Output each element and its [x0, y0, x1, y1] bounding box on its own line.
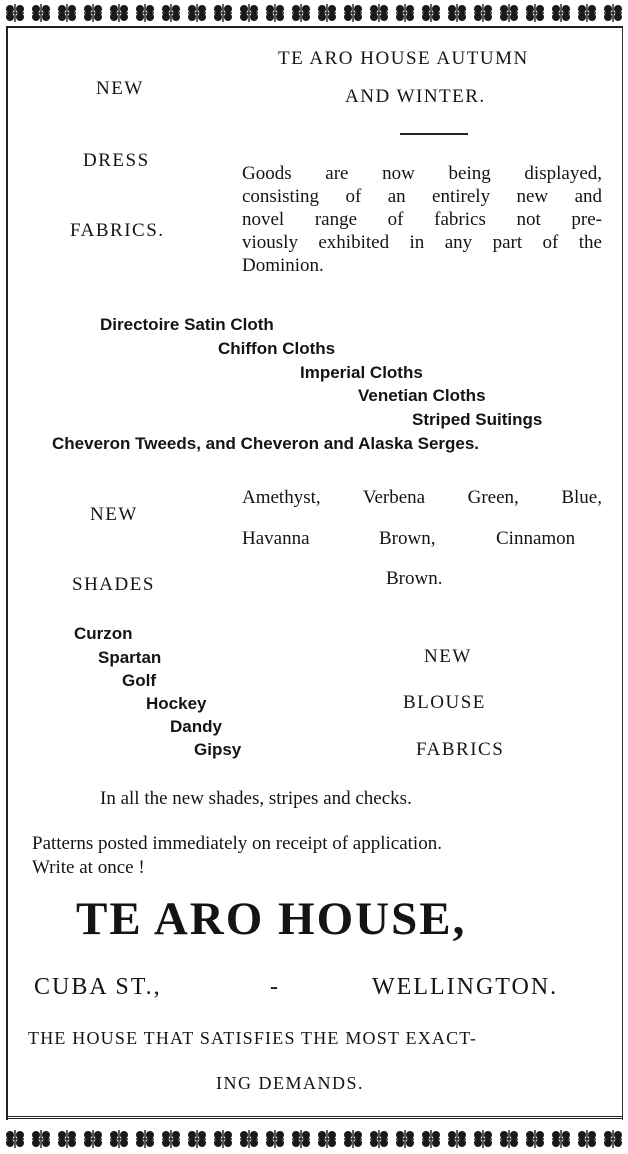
shades-word: Havanna — [242, 528, 310, 549]
patterns-note-line2: Write at once ! — [32, 857, 145, 878]
cloth-item: Imperial Cloths — [300, 363, 423, 382]
cloth-item: Striped Suitings — [412, 410, 543, 429]
fleuron-ornament-icon — [604, 1130, 622, 1148]
paragraph-line: consisting of an entirely new and — [242, 186, 602, 207]
ornamental-border-bottom — [0, 1128, 628, 1150]
tagline-line2: ING DEMANDS. — [216, 1073, 364, 1093]
blouse-name: Curzon — [74, 624, 133, 643]
blouse-name: Dandy — [170, 717, 222, 736]
fleuron-ornament-icon — [292, 1130, 310, 1148]
fleuron-ornament-icon — [448, 4, 466, 22]
fleuron-ornament-icon — [474, 4, 492, 22]
label-blouse: BLOUSE — [403, 692, 486, 713]
label-new-dress: NEW — [96, 78, 144, 99]
goods-paragraph — [242, 162, 602, 277]
fleuron-ornament-icon — [578, 1130, 596, 1148]
fleuron-ornament-icon — [58, 4, 76, 22]
fleuron-ornament-icon — [422, 4, 440, 22]
fleuron-ornament-icon — [58, 1130, 76, 1148]
address-street: CUBA ST., — [34, 974, 162, 1000]
fleuron-ornament-icon — [162, 1130, 180, 1148]
frame-bottom-rule — [6, 1116, 622, 1119]
fleuron-ornament-icon — [6, 1130, 24, 1148]
fleuron-ornament-icon — [32, 1130, 50, 1148]
label-new-shades: NEW — [90, 504, 138, 525]
header-title-line2: AND WINTER. — [345, 86, 486, 107]
label-blouse-fabrics: FABRICS — [416, 739, 505, 760]
fleuron-ornament-icon — [552, 4, 570, 22]
fleuron-ornament-icon — [526, 4, 544, 22]
shades-line3: Brown. — [386, 568, 443, 589]
cloth-item: Chiffon Cloths — [218, 339, 336, 358]
fleuron-ornament-icon — [552, 1130, 570, 1148]
fleuron-ornament-icon — [136, 1130, 154, 1148]
fleuron-ornament-icon — [318, 4, 336, 22]
fleuron-ornament-icon — [422, 1130, 440, 1148]
fleuron-ornament-icon — [370, 4, 388, 22]
fleuron-ornament-icon — [266, 1130, 284, 1148]
shades-note: In all the new shades, stripes and checks. — [100, 788, 412, 809]
fleuron-ornament-icon — [32, 4, 50, 22]
fleuron-ornament-icon — [396, 4, 414, 22]
tagline-line1: THE HOUSE THAT SATISFIES THE MOST EXACT- — [28, 1028, 478, 1048]
paragraph-line: viously exhibited in any part of the — [242, 232, 602, 253]
cloth-item: Directoire Satin Cloth — [100, 315, 274, 334]
fleuron-ornament-icon — [292, 4, 310, 22]
fleuron-ornament-icon — [84, 4, 102, 22]
cloth-item: Cheveron Tweeds, and Cheveron and Alaska Serges. — [52, 434, 480, 453]
fleuron-ornament-icon — [266, 4, 284, 22]
fleuron-ornament-icon — [136, 4, 154, 22]
paragraph-line: novel range of fabrics not pre- — [242, 209, 602, 230]
fleuron-ornament-icon — [344, 4, 362, 22]
fleuron-ornament-icon — [604, 4, 622, 22]
fleuron-ornament-icon — [214, 1130, 232, 1148]
paragraph-line: Dominion. — [242, 255, 324, 276]
label-shades: SHADES — [72, 574, 155, 595]
shades-word: Brown, — [379, 528, 436, 549]
fleuron-ornament-icon — [474, 1130, 492, 1148]
fleuron-ornament-icon — [526, 1130, 544, 1148]
label-new-blouse: NEW — [424, 646, 472, 667]
label-fabrics: FABRICS. — [70, 220, 165, 241]
fleuron-ornament-icon — [578, 4, 596, 22]
blouse-name: Gipsy — [194, 740, 242, 759]
store-name: TE ARO HOUSE, — [76, 893, 467, 945]
fleuron-ornament-icon — [240, 1130, 258, 1148]
blouse-name: Spartan — [98, 648, 162, 667]
header-rule — [400, 133, 468, 135]
fleuron-ornament-icon — [214, 4, 232, 22]
address-dash: - — [270, 974, 278, 1000]
address-city: WELLINGTON. — [372, 974, 559, 1000]
fleuron-ornament-icon — [110, 4, 128, 22]
blouse-name: Golf — [122, 671, 156, 690]
label-dress: DRESS — [83, 150, 150, 171]
fleuron-ornament-icon — [110, 1130, 128, 1148]
blouse-name: Hockey — [146, 694, 207, 713]
fleuron-ornament-icon — [188, 1130, 206, 1148]
cloth-item: Venetian Cloths — [358, 386, 486, 405]
fleuron-ornament-icon — [500, 4, 518, 22]
shades-line1: Amethyst, Verbena Green, Blue, — [242, 487, 602, 508]
fleuron-ornament-icon — [84, 1130, 102, 1148]
fleuron-ornament-icon — [500, 1130, 518, 1148]
fleuron-ornament-icon — [318, 1130, 336, 1148]
ornamental-border-top — [0, 2, 628, 24]
header-title-line1: TE ARO HOUSE AUTUMN — [278, 48, 529, 69]
fleuron-ornament-icon — [6, 4, 24, 22]
patterns-note-line1: Patterns posted immediately on receipt of application. — [32, 833, 442, 854]
fleuron-ornament-icon — [188, 4, 206, 22]
paragraph-line: Goods are now being displayed, — [242, 163, 602, 184]
fleuron-ornament-icon — [162, 4, 180, 22]
fleuron-ornament-icon — [448, 1130, 466, 1148]
fleuron-ornament-icon — [370, 1130, 388, 1148]
fleuron-ornament-icon — [396, 1130, 414, 1148]
fleuron-ornament-icon — [344, 1130, 362, 1148]
shades-word: Cinnamon — [496, 528, 576, 549]
fleuron-ornament-icon — [240, 4, 258, 22]
